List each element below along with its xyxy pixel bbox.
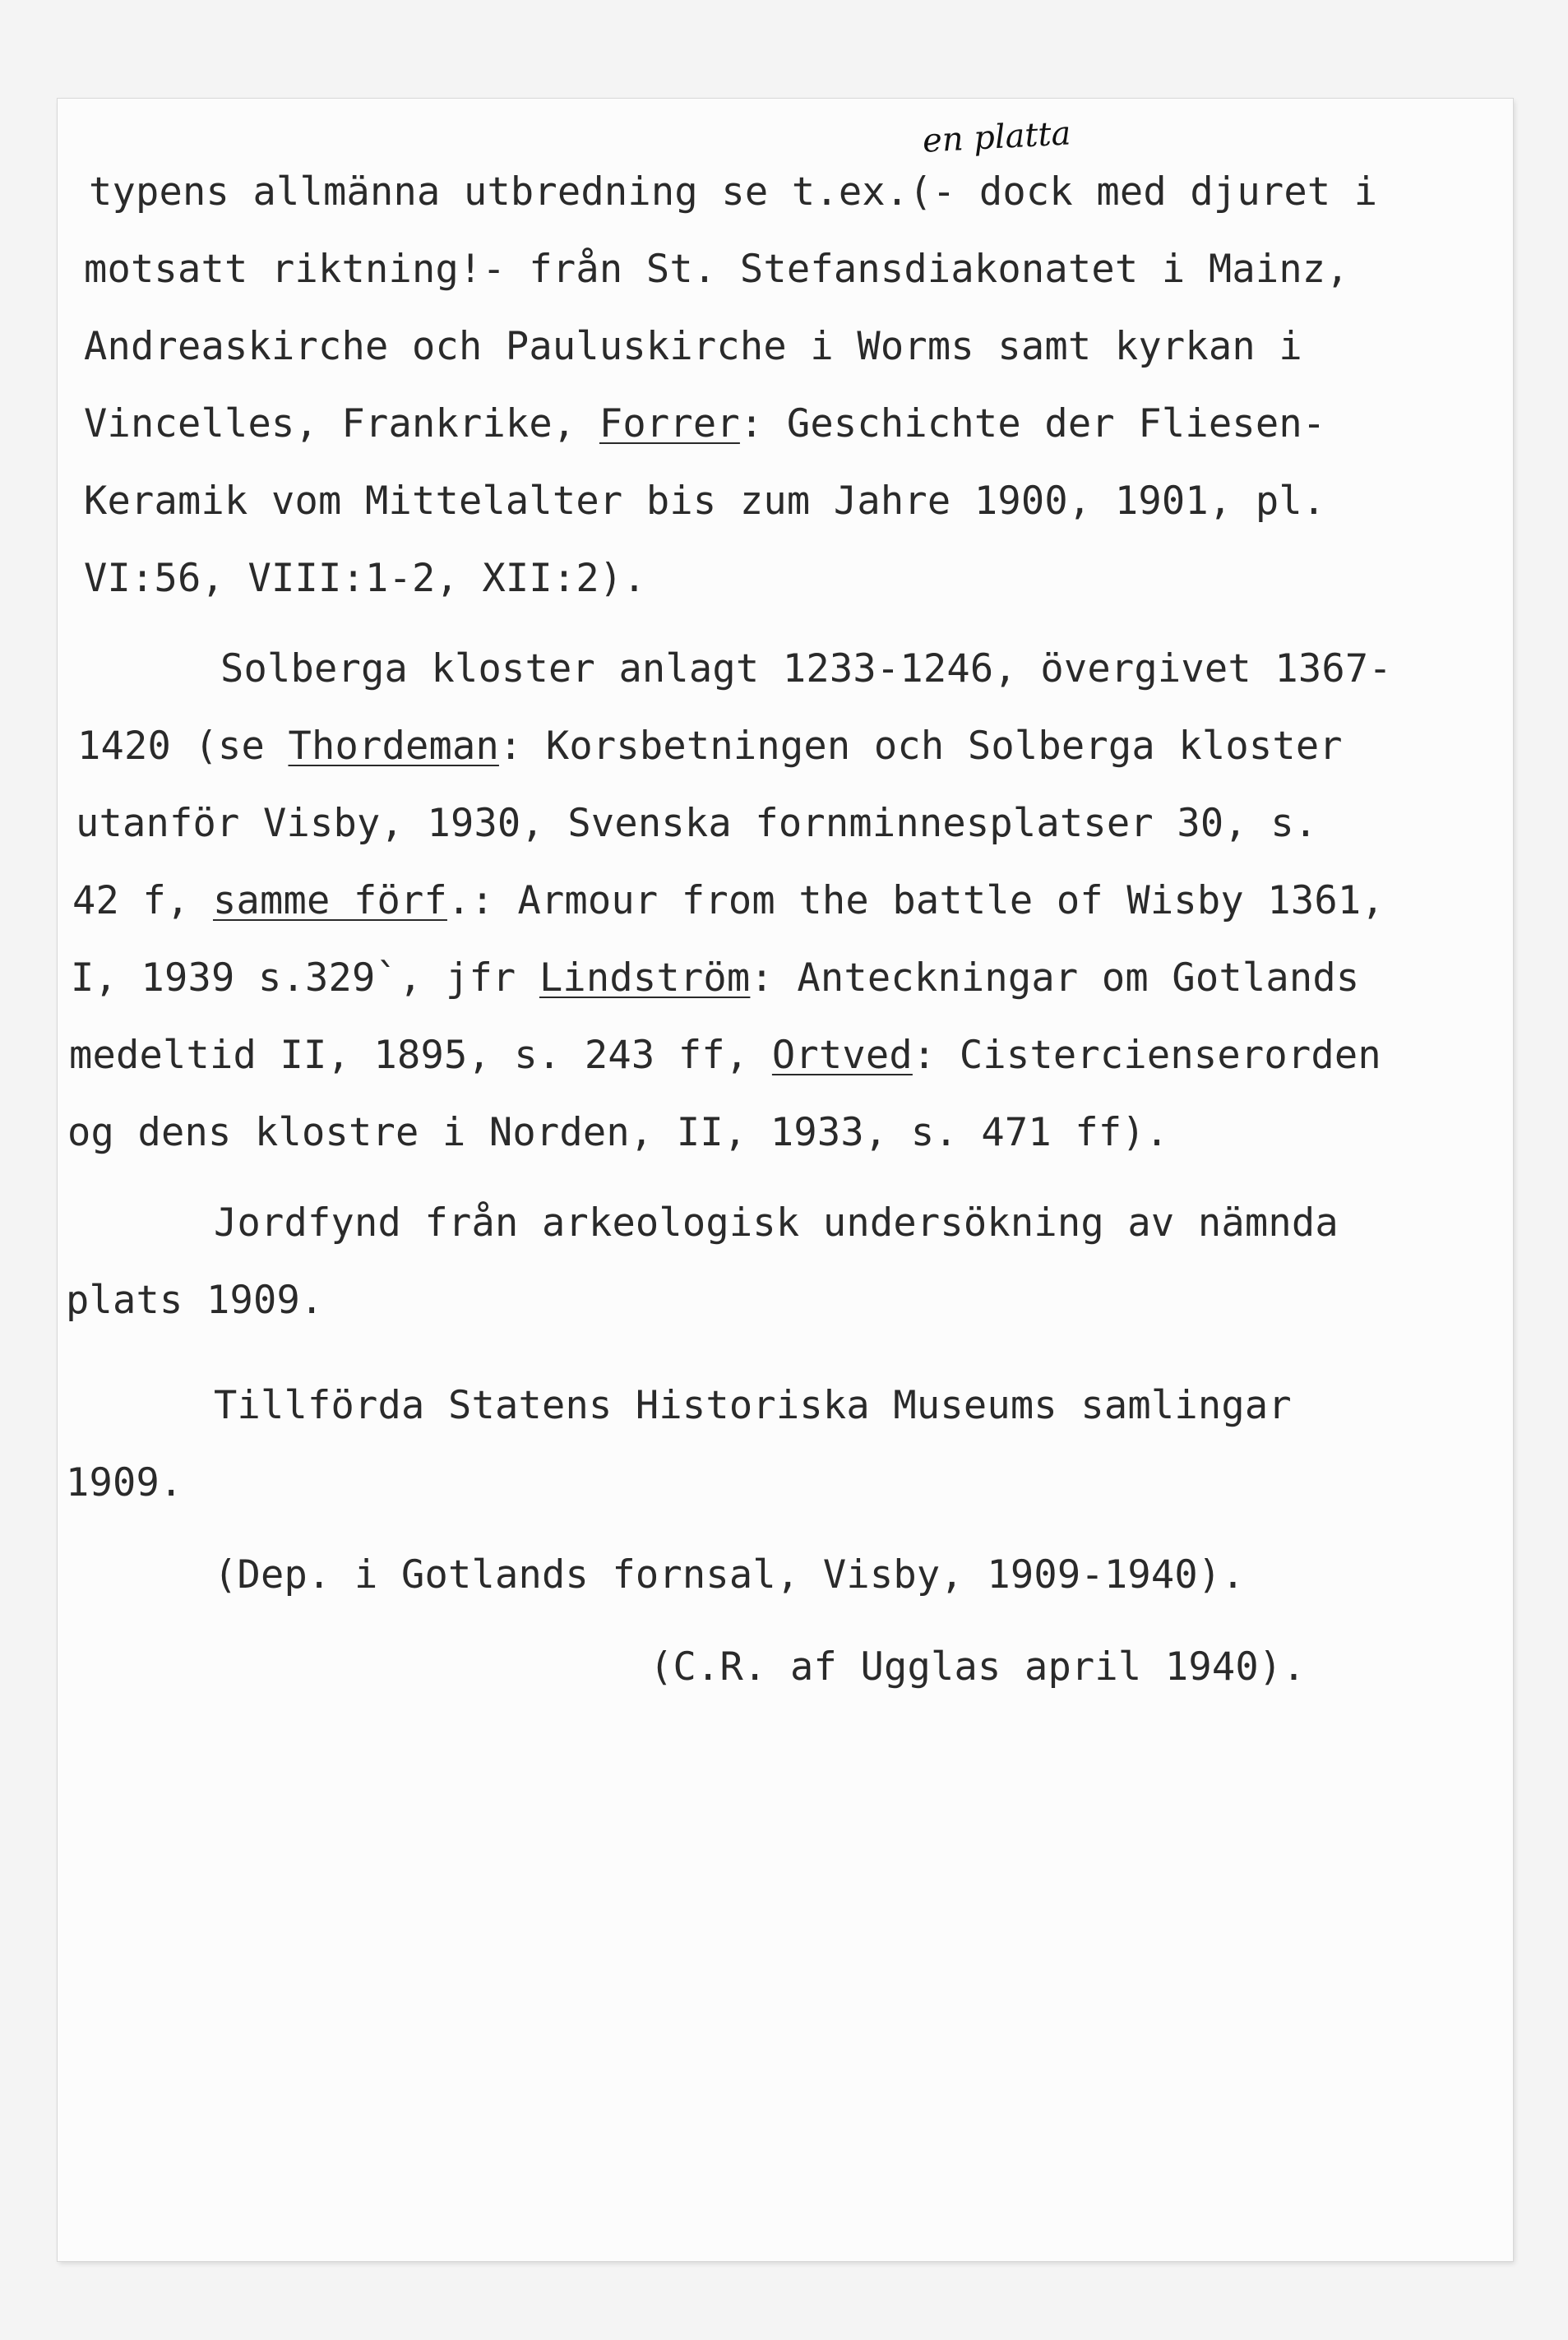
text-segment: : Korsbetningen och Solberga kloster — [498, 724, 1343, 769]
author-reference: Thordeman — [288, 724, 499, 769]
text-line-19: (C.R. af Ugglas april 1940). — [650, 1644, 1306, 1690]
text-segment: : Geschichte der Fliesen- — [739, 401, 1326, 446]
text-line-9: utanför Visby, 1930, Svenska fornminnesplatser 30, s. — [76, 801, 1318, 846]
text-line-17: 1909. — [66, 1460, 183, 1505]
text-line-5: Keramik vom Mittelalter bis zum Jahre 1900, 1901, pl. — [84, 479, 1326, 524]
text-segment: medeltid II, 1895, s. 243 ff, — [69, 1033, 772, 1078]
text-line-11 — [71, 955, 1359, 1001]
author-reference: Lindström — [539, 955, 751, 1001]
text-line-12 — [69, 1033, 1381, 1079]
text-segment: : Cistercienserorden — [912, 1033, 1381, 1078]
text-segment: Vincelles, Frankrike, — [84, 401, 599, 446]
insertion-mark-segment: (- dock med djuret i — [909, 169, 1378, 215]
text-line-18: (Dep. i Gotlands fornsal, Visby, 1909-1940). — [214, 1552, 1245, 1598]
text-line-7: Solberga kloster anlagt 1233-1246, övergivet 1367- — [220, 646, 1392, 691]
text-line-2: motsatt riktning!- från St. Stefansdiakonatet i Mainz, — [84, 247, 1349, 292]
author-reference: Ortved — [771, 1033, 913, 1078]
text-line-1 — [89, 169, 1377, 215]
text-line-14: Jordfynd från arkeologisk undersökning av nämnda — [214, 1200, 1339, 1246]
text-segment: .: Armour from the battle of Wisby 1361, — [446, 878, 1385, 923]
text-line-13: og dens klostre i Norden, II, 1933, s. 471 ff). — [67, 1110, 1169, 1155]
text-line-15: plats 1909. — [66, 1278, 324, 1323]
author-reference: Forrer — [599, 401, 740, 446]
text-line-3: Andreaskirche och Pauluskirche i Worms samt kyrkan i — [84, 324, 1302, 369]
text-segment: I, 1939 s.329`, jfr — [71, 955, 539, 1001]
text-segment: : Anteckningar om Gotlands — [750, 955, 1360, 1001]
handwritten-annotation: en platta — [921, 114, 1072, 160]
paper-sheet — [58, 99, 1513, 2261]
text-line-4 — [84, 401, 1325, 447]
text-line-16: Tillförda Statens Historiska Museums samlingar — [214, 1383, 1292, 1428]
text-segment: 1420 (se — [77, 724, 289, 769]
author-reference: samme förf — [212, 878, 447, 923]
text-segment: typens allmänna utbredning se t.ex. — [89, 169, 909, 215]
text-line-10 — [72, 878, 1385, 924]
text-line-6: VI:56, VIII:1-2, XII:2). — [84, 556, 646, 601]
text-segment: 42 f, — [72, 878, 213, 923]
text-line-8 — [77, 724, 1343, 770]
